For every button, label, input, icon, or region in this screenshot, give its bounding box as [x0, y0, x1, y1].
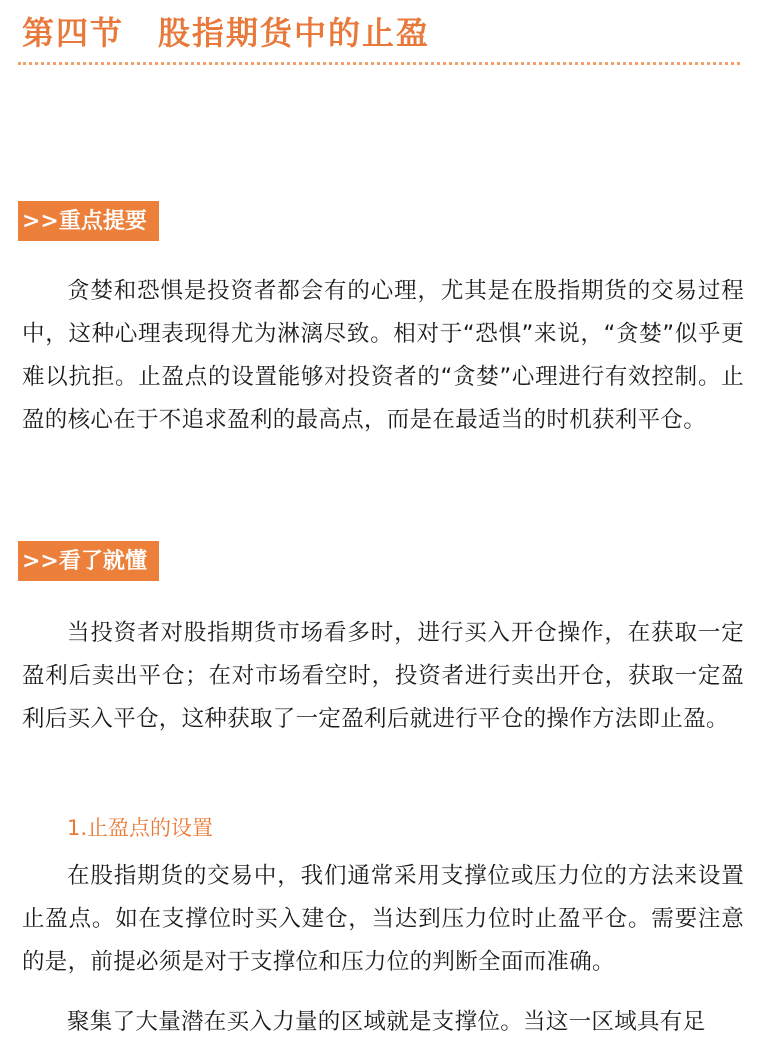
subheading-take-profit-setting: 1.止盈点的设置	[67, 816, 214, 840]
section-label-key-points: >>重点提要	[18, 201, 159, 241]
section-label-understand: >>看了就懂	[18, 541, 159, 581]
chapter-heading	[22, 8, 430, 54]
title-divider	[18, 62, 740, 65]
paragraph-support-resistance: 在股指期货的交易中，我们通常采用支撑位或压力位的方法来设置止盈点。如在支撑位时买入建仓，当达到压力位时止盈平仓。需要注意的是，前提必须是对于支撑位和压力位的判断全面而准确。	[22, 863, 744, 975]
paragraph-key-points: 贪婪和恐惧是投资者都会有的心理，尤其是在股指期货的交易过程中，这种心理表现得尤为淋漓尽致。相对于“恐惧”来说，“贪婪”似乎更难以抗拒。止盈点的设置能够对投资者的“贪婪”心理进行有效控制。止盈的核心在于不追求盈利的最高点，而是在最适当的时机获利平仓。	[22, 278, 744, 433]
chapter-number: 第四节	[22, 14, 125, 52]
paragraph-take-profit-definition: 当投资者对股指期货市场看多时，进行买入开仓操作，在获取一定盈利后卖出平仓；在对市场看空时，投资者进行卖出开仓，获取一定盈利后买入平仓，这种获取了一定盈利后就进行平仓的操作方法即止盈。	[22, 620, 744, 732]
paragraph-support-definition: 聚集了大量潜在买入力量的区域就是支撑位。当这一区域具有足	[67, 1009, 706, 1035]
chapter-title: 股指期货中的止盈	[158, 14, 431, 52]
